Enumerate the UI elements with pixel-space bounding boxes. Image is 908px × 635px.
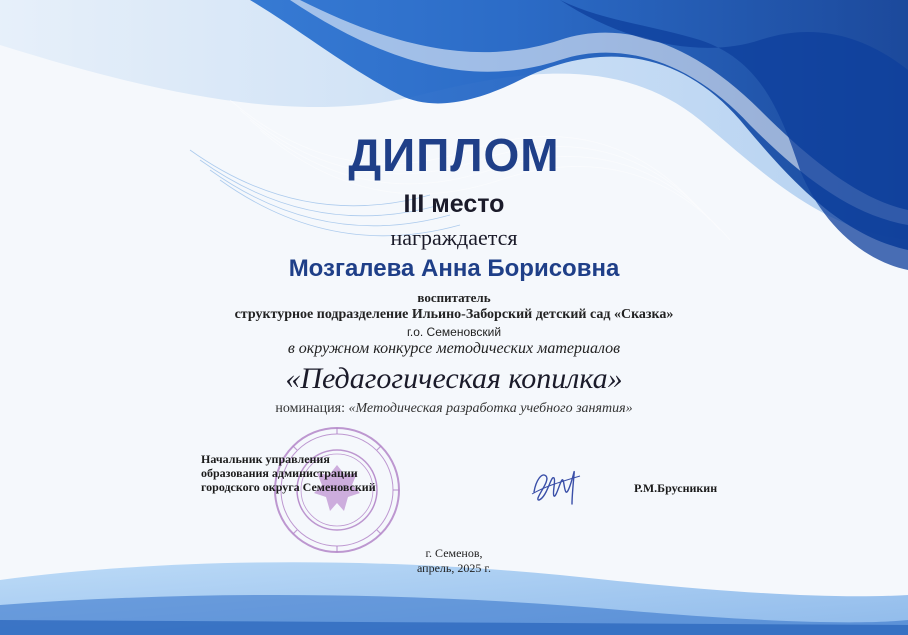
nomination [0,401,908,417]
signer-title [201,452,421,494]
footer-city: г. Семенов, [425,546,483,560]
recipient-position: воспитатель [417,290,491,305]
award-place: III место [403,190,505,218]
diploma-title: ДИПЛОМ [348,129,560,181]
nomination-label: номинация: [275,401,345,416]
footer-date: апрель, 2025 г. [417,561,491,575]
contest-name: «Педагогическая копилка» [285,362,623,395]
recipient-city: г.о. Семеновский [406,325,502,339]
contest-intro: в окружном конкурсе методических материалов [287,340,621,357]
recipient-name: Мозгалева Анна Борисовна [288,255,620,282]
handwritten-signature-icon [528,462,584,510]
nomination-value: «Методическая разработка учебного занятия» [348,401,633,416]
awarded-label: награждается [390,225,518,250]
signer-name: Р.М.Брусникин [634,481,718,495]
signer-title-line: Начальник управления [201,452,330,466]
signer-title-line: образования администрации [201,466,358,480]
signer-title-line: городского округа Семеновский [201,480,376,494]
recipient-organization: структурное подразделение Ильино-Заборский детский сад «Сказка» [234,307,674,322]
